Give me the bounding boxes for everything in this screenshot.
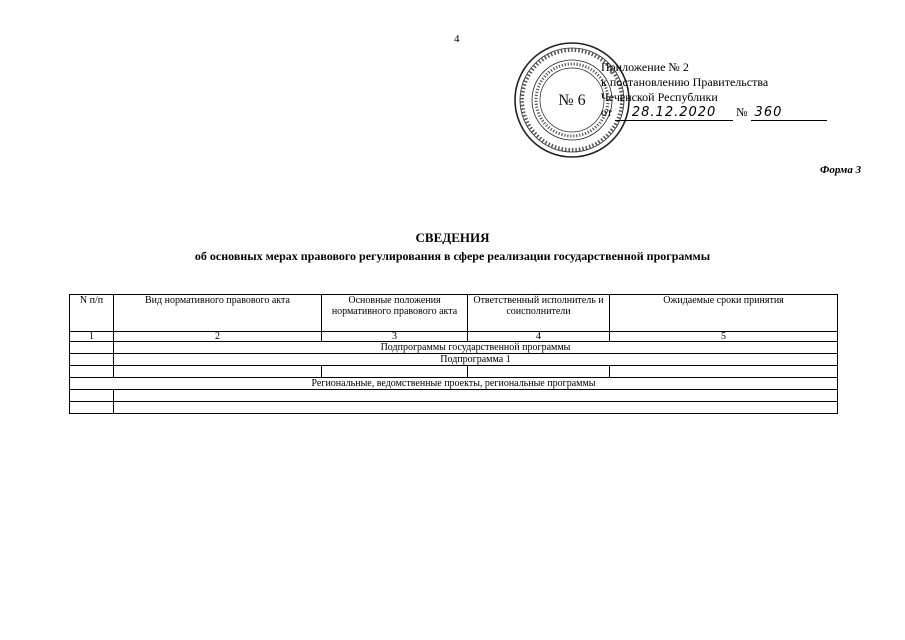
header-cell: Основные положения нормативного правового акта (322, 295, 468, 332)
column-number-cell: 5 (610, 332, 838, 342)
document-title: СВЕДЕНИЯ (415, 230, 490, 245)
number-prefix: № (736, 105, 748, 119)
subprogram-row (70, 354, 838, 366)
table-header-row (70, 295, 838, 332)
table-cell (70, 366, 114, 378)
appendix-line-1: Приложение № 2 (601, 60, 689, 74)
header-cell: Ожидаемые сроки принятия (610, 295, 838, 332)
date-field (615, 105, 733, 121)
section-title-cell: Региональные, ведомственные проекты, региональные программы (70, 378, 838, 390)
table-cell (468, 366, 610, 378)
table-cell (70, 354, 114, 366)
header-cell: Вид нормативного правового акта (114, 295, 322, 332)
column-number-cell: 4 (468, 332, 610, 342)
date-prefix: от (601, 105, 613, 119)
header-cell: Ответственный исполнитель и соисполнители (468, 295, 610, 332)
table-cell (70, 342, 114, 354)
table-cell (70, 390, 114, 402)
table-row (70, 366, 838, 378)
section-title-cell: Подпрограммы государственной программы (114, 342, 838, 354)
number-field (751, 105, 827, 121)
measures-table (69, 294, 838, 414)
subprogram-title-cell: Подпрограмма 1 (114, 354, 838, 366)
table-cell (114, 366, 322, 378)
column-number-row (70, 332, 838, 342)
table-cell (322, 366, 468, 378)
seal-number: № 6 (558, 92, 586, 109)
page-number: 4 (454, 33, 460, 45)
table-row (70, 402, 838, 414)
column-number-cell: 2 (114, 332, 322, 342)
table-cell (114, 402, 838, 414)
column-number-cell: 3 (322, 332, 468, 342)
table-cell (114, 390, 838, 402)
appendix-line-2: к постановлению Правительства (601, 75, 769, 89)
handwritten-date: 28.12.2020 (631, 105, 717, 120)
table-cell (610, 366, 838, 378)
column-number-cell: 1 (70, 332, 114, 342)
document-subtitle: об основных мерах правового регулирования в сфере реализации государственной программы (194, 249, 711, 263)
table-cell (70, 402, 114, 414)
section-row-projects (70, 378, 838, 390)
header-cell: N п/п (70, 295, 114, 332)
form-label: Форма 3 (820, 164, 862, 176)
appendix-line-3: Чеченской Республики (601, 90, 718, 104)
appendix-date-line (601, 105, 827, 121)
appendix-block (601, 60, 827, 121)
table-row (70, 390, 838, 402)
handwritten-number: 360 (754, 105, 783, 120)
section-row-subprograms (70, 342, 838, 354)
